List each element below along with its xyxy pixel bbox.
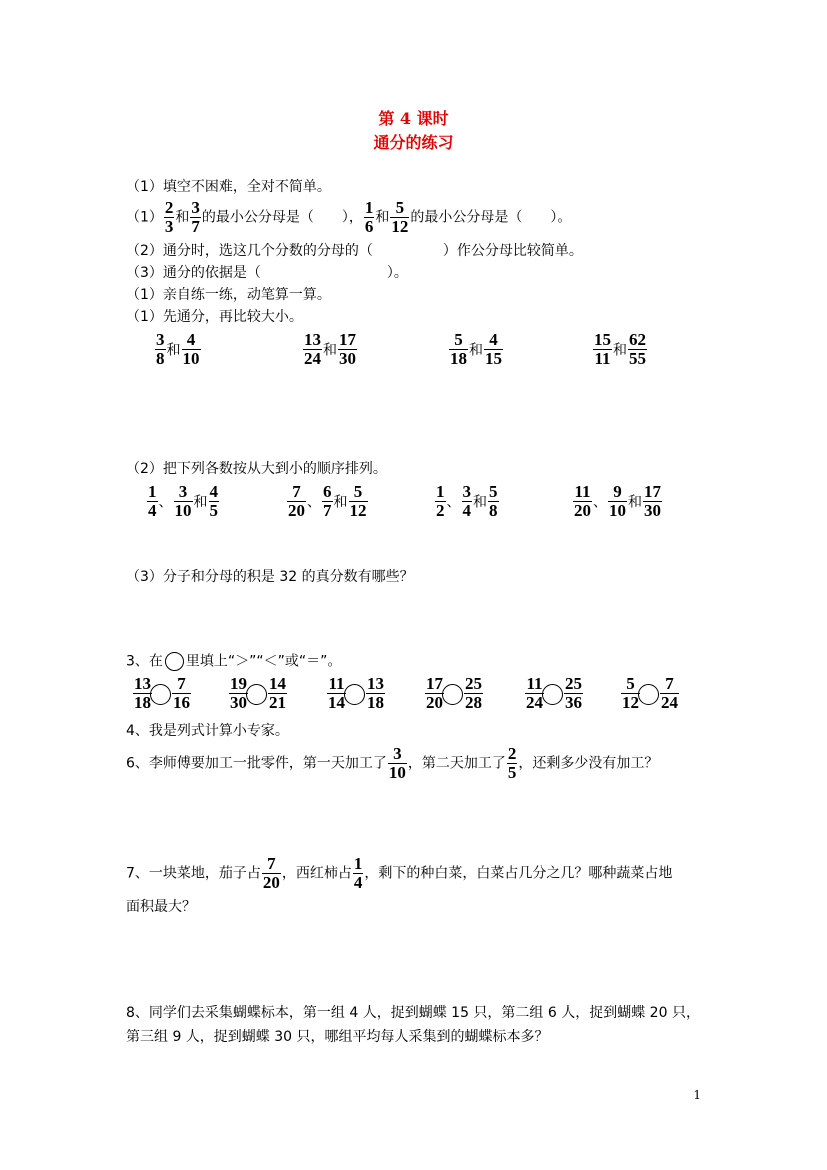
fraction: $\frac{17}{20}$ [426, 674, 443, 712]
fraction: $\frac{5}{12}$ [391, 198, 409, 236]
fraction-triple: $\frac{11}{20}$ 、 $\frac{9}{10}$ 和 $\frac{17}{30}$ [574, 482, 661, 520]
comparison-circle-icon[interactable] [246, 684, 267, 705]
fraction: $\frac{7}{24}$ [661, 674, 678, 712]
comparison-circle-icon[interactable] [442, 684, 463, 705]
fraction: $\frac{15}{11}$ [594, 330, 611, 368]
fraction: $\frac{5}{12}$ [622, 674, 639, 712]
question-common-denominator: （2）通分时，选这几个分数的分母的（ ）作公分母比较简单。 [126, 243, 583, 259]
fraction-pair: $\frac{5}{18}$ 和 $\frac{4}{15}$ [450, 330, 502, 368]
fraction: $\frac{9}{10}$ [609, 482, 626, 520]
comparison-item [132, 676, 192, 711]
fraction: $\frac{6}{7}$ [323, 482, 332, 520]
word-problem-7: 7、一块菜地，茄子占 $\frac{7}{20}$ ，西红柿占 $\frac{1}{4}$ ，剩下的种白菜，白菜占几分之几？哪种蔬菜占地 [126, 854, 673, 892]
fraction: $\frac{3}{8}$ [156, 330, 165, 368]
word-problem-8-line1: 8、同学们去采集蝴蝶标本，第一组 4 人，捉到蝴蝶 15 只，第二组 6 人，捉到蝴蝶 20 只， [126, 1005, 700, 1021]
word-problem-6: 6、李师傅要加工一批零件，第一天加工了 $\frac{3}{10}$ ，第二天加工了 $\frac{2}{5}$ ，还剩多少没有加工？ [126, 744, 659, 782]
fraction: $\frac{5}{8}$ [489, 482, 498, 520]
fraction: $\frac{11}{24}$ [526, 674, 543, 712]
question-order-heading: （2）把下列各数按从大到小的顺序排列。 [126, 461, 387, 477]
page-title: 通分的练习 [373, 133, 454, 152]
page-number: 1 [693, 1088, 701, 1102]
fraction: $\frac{17}{30}$ [644, 482, 661, 520]
fraction-triple: $\frac{1}{4}$ 、 $\frac{3}{10}$ 和 $\frac{4}{5}$ [148, 482, 218, 520]
fraction-pair: $\frac{15}{11}$ 和 $\frac{62}{55}$ [594, 330, 646, 368]
comparison-item [228, 676, 288, 711]
question-fill-symbol: 3、在 里填上“＞”“＜”或“＝”。 [126, 653, 342, 670]
fraction: $\frac{11}{20}$ [574, 482, 591, 520]
word-problem-8-line2: 第三组 9 人，捉到蝴蝶 30 只，哪组平均每人采集到的蝴蝶标本多？ [126, 1029, 549, 1045]
fraction: $\frac{7}{16}$ [173, 674, 190, 712]
fraction: $\frac{7}{20}$ [262, 854, 280, 892]
fraction: $\frac{2}{5}$ [507, 744, 517, 782]
answer-circle-icon [165, 652, 184, 671]
fraction: $\frac{13}{24}$ [304, 330, 321, 368]
fraction: $\frac{13}{18}$ [367, 674, 384, 712]
comparison-item [326, 676, 386, 711]
question-basis: （3）通分的依据是（ ）。 [126, 265, 408, 281]
fraction: $\frac{2}{3}$ [164, 198, 174, 236]
question-proper-fractions: （3）分子和分母的积是 32 的真分数有哪些？ [126, 569, 414, 585]
fraction: $\frac{17}{30}$ [339, 330, 356, 368]
fraction: $\frac{14}{21}$ [269, 674, 286, 712]
comparison-circle-icon[interactable] [638, 684, 659, 705]
comparison-circle-icon[interactable] [150, 684, 171, 705]
fraction: $\frac{4}{15}$ [485, 330, 502, 368]
fraction-triple: $\frac{1}{2}$ 、 $\frac{3}{4}$ 和 $\frac{5}{8}$ [436, 482, 498, 520]
question-compare-heading: （1）先通分，再比较大小。 [126, 309, 303, 325]
fraction: $\frac{25}{36}$ [565, 674, 582, 712]
fraction: $\frac{4}{5}$ [209, 482, 218, 520]
section-heading-fill-blank: （1）填空不困难，全对不简单。 [126, 179, 331, 195]
comparison-item [424, 676, 484, 711]
fraction: $\frac{3}{4}$ [462, 482, 471, 520]
fraction: $\frac{11}{14}$ [328, 674, 345, 712]
fraction: $\frac{1}{4}$ [353, 854, 363, 892]
fraction-pair: $\frac{3}{8}$ 和 $\frac{4}{10}$ [156, 330, 200, 368]
fraction: $\frac{13}{18}$ [134, 674, 151, 712]
fraction-triple: $\frac{7}{20}$ 、 $\frac{6}{7}$ 和 $\frac{5}{12}$ [288, 482, 367, 520]
fraction: $\frac{3}{10}$ [388, 744, 406, 782]
comparison-item [620, 676, 680, 711]
word-problem-7-line2: 面积最大？ [126, 899, 196, 915]
fraction: $\frac{62}{55}$ [629, 330, 646, 368]
lesson-number: 第 4 课时 [378, 109, 449, 128]
fraction-pair: $\frac{13}{24}$ 和 $\frac{17}{30}$ [304, 330, 356, 368]
fraction: $\frac{7}{20}$ [288, 482, 305, 520]
fraction: $\frac{3}{10}$ [174, 482, 192, 520]
fraction: $\frac{5}{18}$ [450, 330, 467, 368]
fraction: $\frac{5}{12}$ [349, 482, 367, 520]
question-lcd: （1） $\frac{2}{3}$ 和 $\frac{3}{7}$ 的最小公分母是（ ）， $\frac{1}{6}$ 和 $\frac{5}{12}$ 的最小公分母是（ ）。 [126, 198, 572, 236]
section-heading-practice: （1）亲自练一练，动笔算一算。 [126, 287, 331, 303]
fraction: $\frac{3}{7}$ [191, 198, 200, 236]
fraction: $\frac{1}{2}$ [436, 482, 445, 520]
comparison-circle-icon[interactable] [542, 684, 563, 705]
question-expression-heading: 4、我是列式计算小专家。 [126, 723, 289, 739]
fraction: $\frac{1}{6}$ [364, 198, 374, 236]
comparison-item [524, 676, 584, 711]
fraction: $\frac{1}{4}$ [148, 482, 157, 520]
comparison-circle-icon[interactable] [344, 684, 365, 705]
fraction: $\frac{19}{30}$ [230, 674, 247, 712]
fraction: $\frac{25}{28}$ [465, 674, 482, 712]
fraction: $\frac{4}{10}$ [182, 330, 200, 368]
